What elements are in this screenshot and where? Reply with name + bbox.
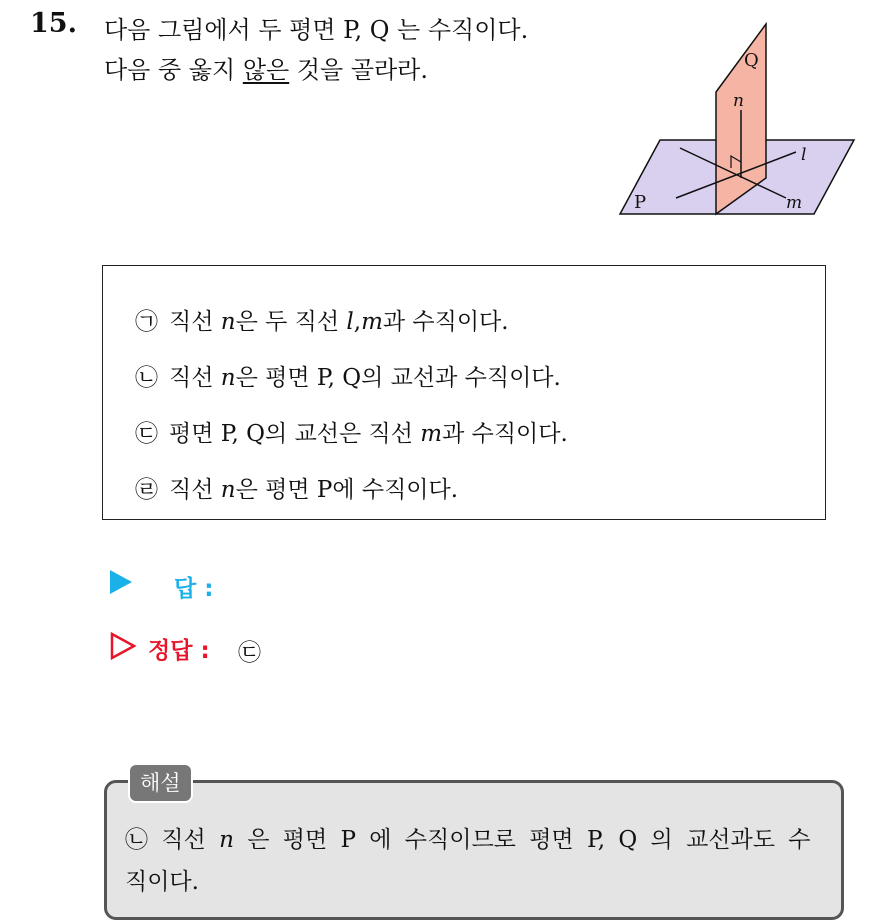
- choice-2-text-b: 은 평면 P, Q의 교선과 수직이다.: [235, 365, 561, 391]
- choice-1: [135, 303, 509, 336]
- choice-4-mark: ㉣: [135, 477, 158, 503]
- choice-4-text-b: 은 평면 P에 수직이다.: [235, 477, 459, 503]
- choice-3-mark: ㉢: [135, 421, 158, 447]
- choice-1-text-a: 직선: [169, 309, 221, 335]
- label-l: l: [801, 145, 807, 165]
- label-m: m: [786, 193, 803, 213]
- question-line-2-pre: 다음 중 옳지: [104, 56, 243, 84]
- choice-4-text-a: 직선: [169, 477, 221, 503]
- choice-2-var-n: n: [220, 365, 236, 391]
- choice-3-var-m: m: [420, 421, 443, 447]
- explanation-box: [104, 780, 844, 920]
- choice-4: [135, 471, 458, 504]
- label-n: n: [733, 91, 744, 111]
- correct-answer-label: 정답 :: [148, 638, 210, 664]
- choice-2: [135, 359, 561, 392]
- choice-1-comma: ,: [353, 309, 362, 335]
- filled-triangle-icon: [110, 570, 132, 594]
- question-emphasis-underlined: 않은: [242, 56, 290, 84]
- question-line-2-post: 것을 골라라.: [289, 56, 428, 84]
- choice-2-mark: ㉡: [135, 365, 158, 391]
- question-line-1: 다음 그림에서 두 평면 P, Q 는 수직이다.: [104, 16, 529, 44]
- choice-1-text-c: 과 수직이다.: [382, 309, 509, 335]
- choice-1-var-l: l: [346, 309, 354, 335]
- answer-label: 답 :: [174, 576, 214, 602]
- choice-4-var-n: n: [220, 477, 236, 503]
- explanation-text: [125, 819, 823, 903]
- explanation-var-n: n: [219, 827, 234, 853]
- question-number: 15.: [30, 8, 77, 39]
- choice-1-var-n: n: [220, 309, 236, 335]
- answer-row: [110, 570, 214, 602]
- choices-box: [102, 265, 826, 520]
- perpendicular-planes-figure: [614, 20, 864, 220]
- choice-2-text-a: 직선: [169, 365, 221, 391]
- outline-triangle-icon: [110, 632, 136, 660]
- choice-1-var-m: m: [361, 309, 383, 335]
- label-p: P: [634, 192, 647, 213]
- choice-1-mark: ㉠: [135, 309, 158, 335]
- explanation-text-b: 은 평면 P 에 수직이므로 평면 P, Q 의 교선과도 수직이다.: [125, 827, 811, 895]
- choice-3-text-a: 평면 P, Q의 교선은 직선: [169, 421, 421, 447]
- explanation-text-a: ㉡ 직선: [125, 827, 220, 853]
- label-q: Q: [744, 50, 759, 71]
- question-line-2: [104, 50, 428, 85]
- choice-1-text-b: 은 두 직선: [235, 309, 347, 335]
- correct-answer-row: [110, 632, 261, 666]
- choice-3-text-b: 과 수직이다.: [442, 421, 568, 447]
- choice-3: [135, 415, 568, 448]
- explanation-tag: 해설: [128, 763, 193, 803]
- correct-answer-value: ㉢: [238, 640, 261, 666]
